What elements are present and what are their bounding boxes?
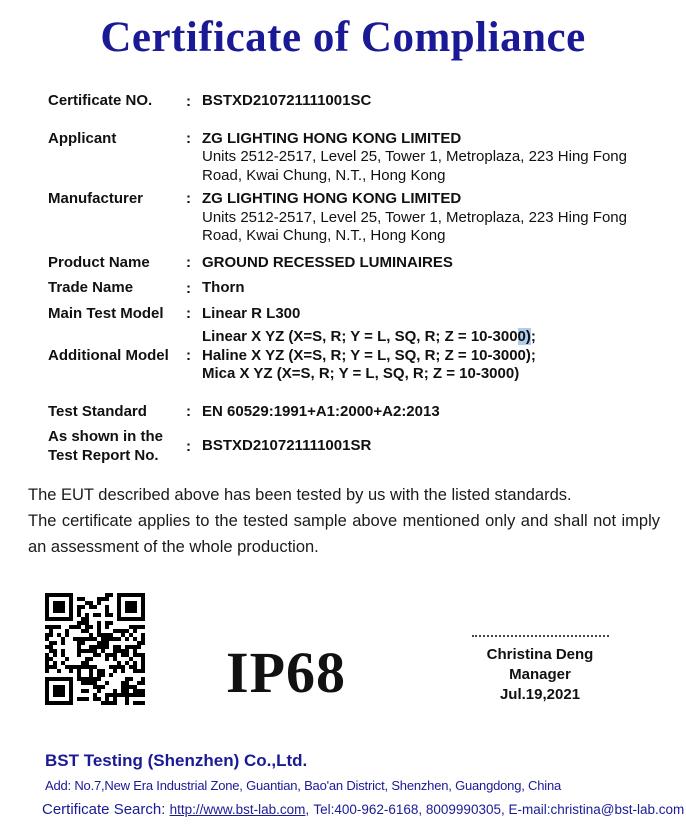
search-label: Certificate Search: bbox=[42, 801, 166, 818]
certificate-fields bbox=[0, 62, 686, 465]
ip-rating-mark: IP68 bbox=[226, 640, 346, 705]
field-value: EN 60529:1991+A1:2000+A2:2013 bbox=[202, 402, 440, 420]
field-colon: : bbox=[186, 279, 191, 297]
field-colon: : bbox=[186, 254, 191, 272]
field-main-test-model bbox=[48, 305, 660, 324]
signer-name: Christina Deng bbox=[486, 646, 594, 663]
applicant-address-line2: Road, Kwai Chung, N.T., Hong Kong bbox=[202, 166, 446, 184]
field-value bbox=[202, 190, 660, 246]
page-title: Certificate of Compliance bbox=[100, 14, 586, 61]
field-applicant bbox=[48, 130, 660, 186]
field-colon: : bbox=[186, 403, 191, 421]
field-certificate-no bbox=[48, 92, 660, 111]
url-comma: , bbox=[305, 802, 310, 817]
field-value: BSTXD210721111001SC bbox=[202, 92, 372, 109]
field-colon: : bbox=[186, 438, 191, 455]
field-test-report-no bbox=[48, 428, 660, 465]
field-test-standard bbox=[48, 403, 660, 422]
certificate-search-line bbox=[42, 801, 686, 818]
signature-date: Jul.19,2021 bbox=[499, 686, 581, 703]
field-value: Linear R L300 bbox=[202, 304, 301, 322]
field-product-name bbox=[48, 254, 660, 273]
company-address: Add: No.7,New Era Industrial Zone, Guantian, Bao'an District, Shenzhen, Guangdong, China bbox=[45, 778, 562, 793]
field-label: Test Standard bbox=[48, 402, 147, 420]
certificate-page bbox=[0, 13, 686, 839]
applicant-address-line1: Units 2512-2517, Level 25, Tower 1, Metroplaza, 223 Hing Fong bbox=[202, 148, 627, 165]
field-colon: : bbox=[186, 347, 191, 365]
statement-line2: The certificate applies to the tested sample above mentioned only and shall not imply an assessment of the whole production. bbox=[28, 512, 660, 556]
qr-code bbox=[45, 593, 145, 710]
manufacturer-address-line2: Road, Kwai Chung, N.T., Hong Kong bbox=[202, 227, 446, 244]
report-label-line2: Test Report No. bbox=[48, 446, 159, 464]
field-label bbox=[48, 428, 186, 465]
field-label: Additional Model bbox=[48, 346, 169, 364]
additional-model-line1 bbox=[202, 328, 660, 347]
field-colon: : bbox=[186, 305, 191, 323]
field-label: Manufacturer bbox=[48, 190, 144, 207]
field-value: Thorn bbox=[202, 279, 245, 296]
footer bbox=[0, 751, 686, 818]
field-trade-name bbox=[48, 279, 660, 298]
field-label: Product Name bbox=[48, 253, 150, 271]
additional-model-line2: Haline X YZ (X=S, R; Y = L, SQ, R; Z = 10-3000); bbox=[202, 346, 536, 364]
manufacturer-address-line1: Units 2512-2517, Level 25, Tower 1, Metroplaza, 223 Hing Fong bbox=[202, 208, 627, 226]
tel-email-text: Tel:400-962-6168, 8009990305, E-mail:christina@bst-lab.com bbox=[313, 802, 685, 817]
field-value bbox=[202, 328, 660, 384]
field-colon: : bbox=[186, 190, 191, 207]
field-additional-model bbox=[48, 328, 660, 384]
field-value: GROUND RECESSED LUMINAIRES bbox=[202, 253, 453, 271]
signature-block bbox=[470, 635, 610, 705]
field-label: Applicant bbox=[48, 129, 117, 147]
manufacturer-name: ZG LIGHTING HONG KONG LIMITED bbox=[202, 190, 462, 207]
applicant-name: ZG LIGHTING HONG KONG LIMITED bbox=[202, 129, 462, 147]
field-label: Trade Name bbox=[48, 279, 134, 296]
report-label-line1: As shown in the bbox=[48, 428, 164, 445]
signer-role: Manager bbox=[509, 666, 571, 683]
model-line1-text: Linear X YZ (X=S, R; Y = L, SQ, R; Z = 10-300 bbox=[202, 328, 518, 345]
bottom-band bbox=[0, 591, 686, 721]
field-value: BSTXD210721111001SR bbox=[202, 437, 372, 455]
field-label: Main Test Model bbox=[48, 304, 164, 322]
field-colon: : bbox=[186, 92, 191, 110]
statement-paragraph bbox=[28, 482, 660, 560]
certificate-search-link[interactable]: http://www.bst-lab.com bbox=[169, 802, 306, 817]
field-manufacturer bbox=[48, 190, 660, 246]
field-value bbox=[202, 130, 660, 186]
additional-model-line3: Mica X YZ (X=S, R; Y = L, SQ, R; Z = 10-3000) bbox=[202, 365, 520, 382]
field-label: Certificate NO. bbox=[48, 92, 153, 109]
signature-dotted-line bbox=[472, 635, 609, 637]
statement-line1: The EUT described above has been tested by us with the listed standards. bbox=[28, 486, 572, 504]
selected-text-highlight: 0) bbox=[517, 328, 531, 345]
company-name: BST Testing (Shenzhen) Co.,Ltd. bbox=[45, 751, 308, 770]
model-line1-tail: ; bbox=[530, 328, 536, 345]
field-colon: : bbox=[186, 129, 191, 147]
